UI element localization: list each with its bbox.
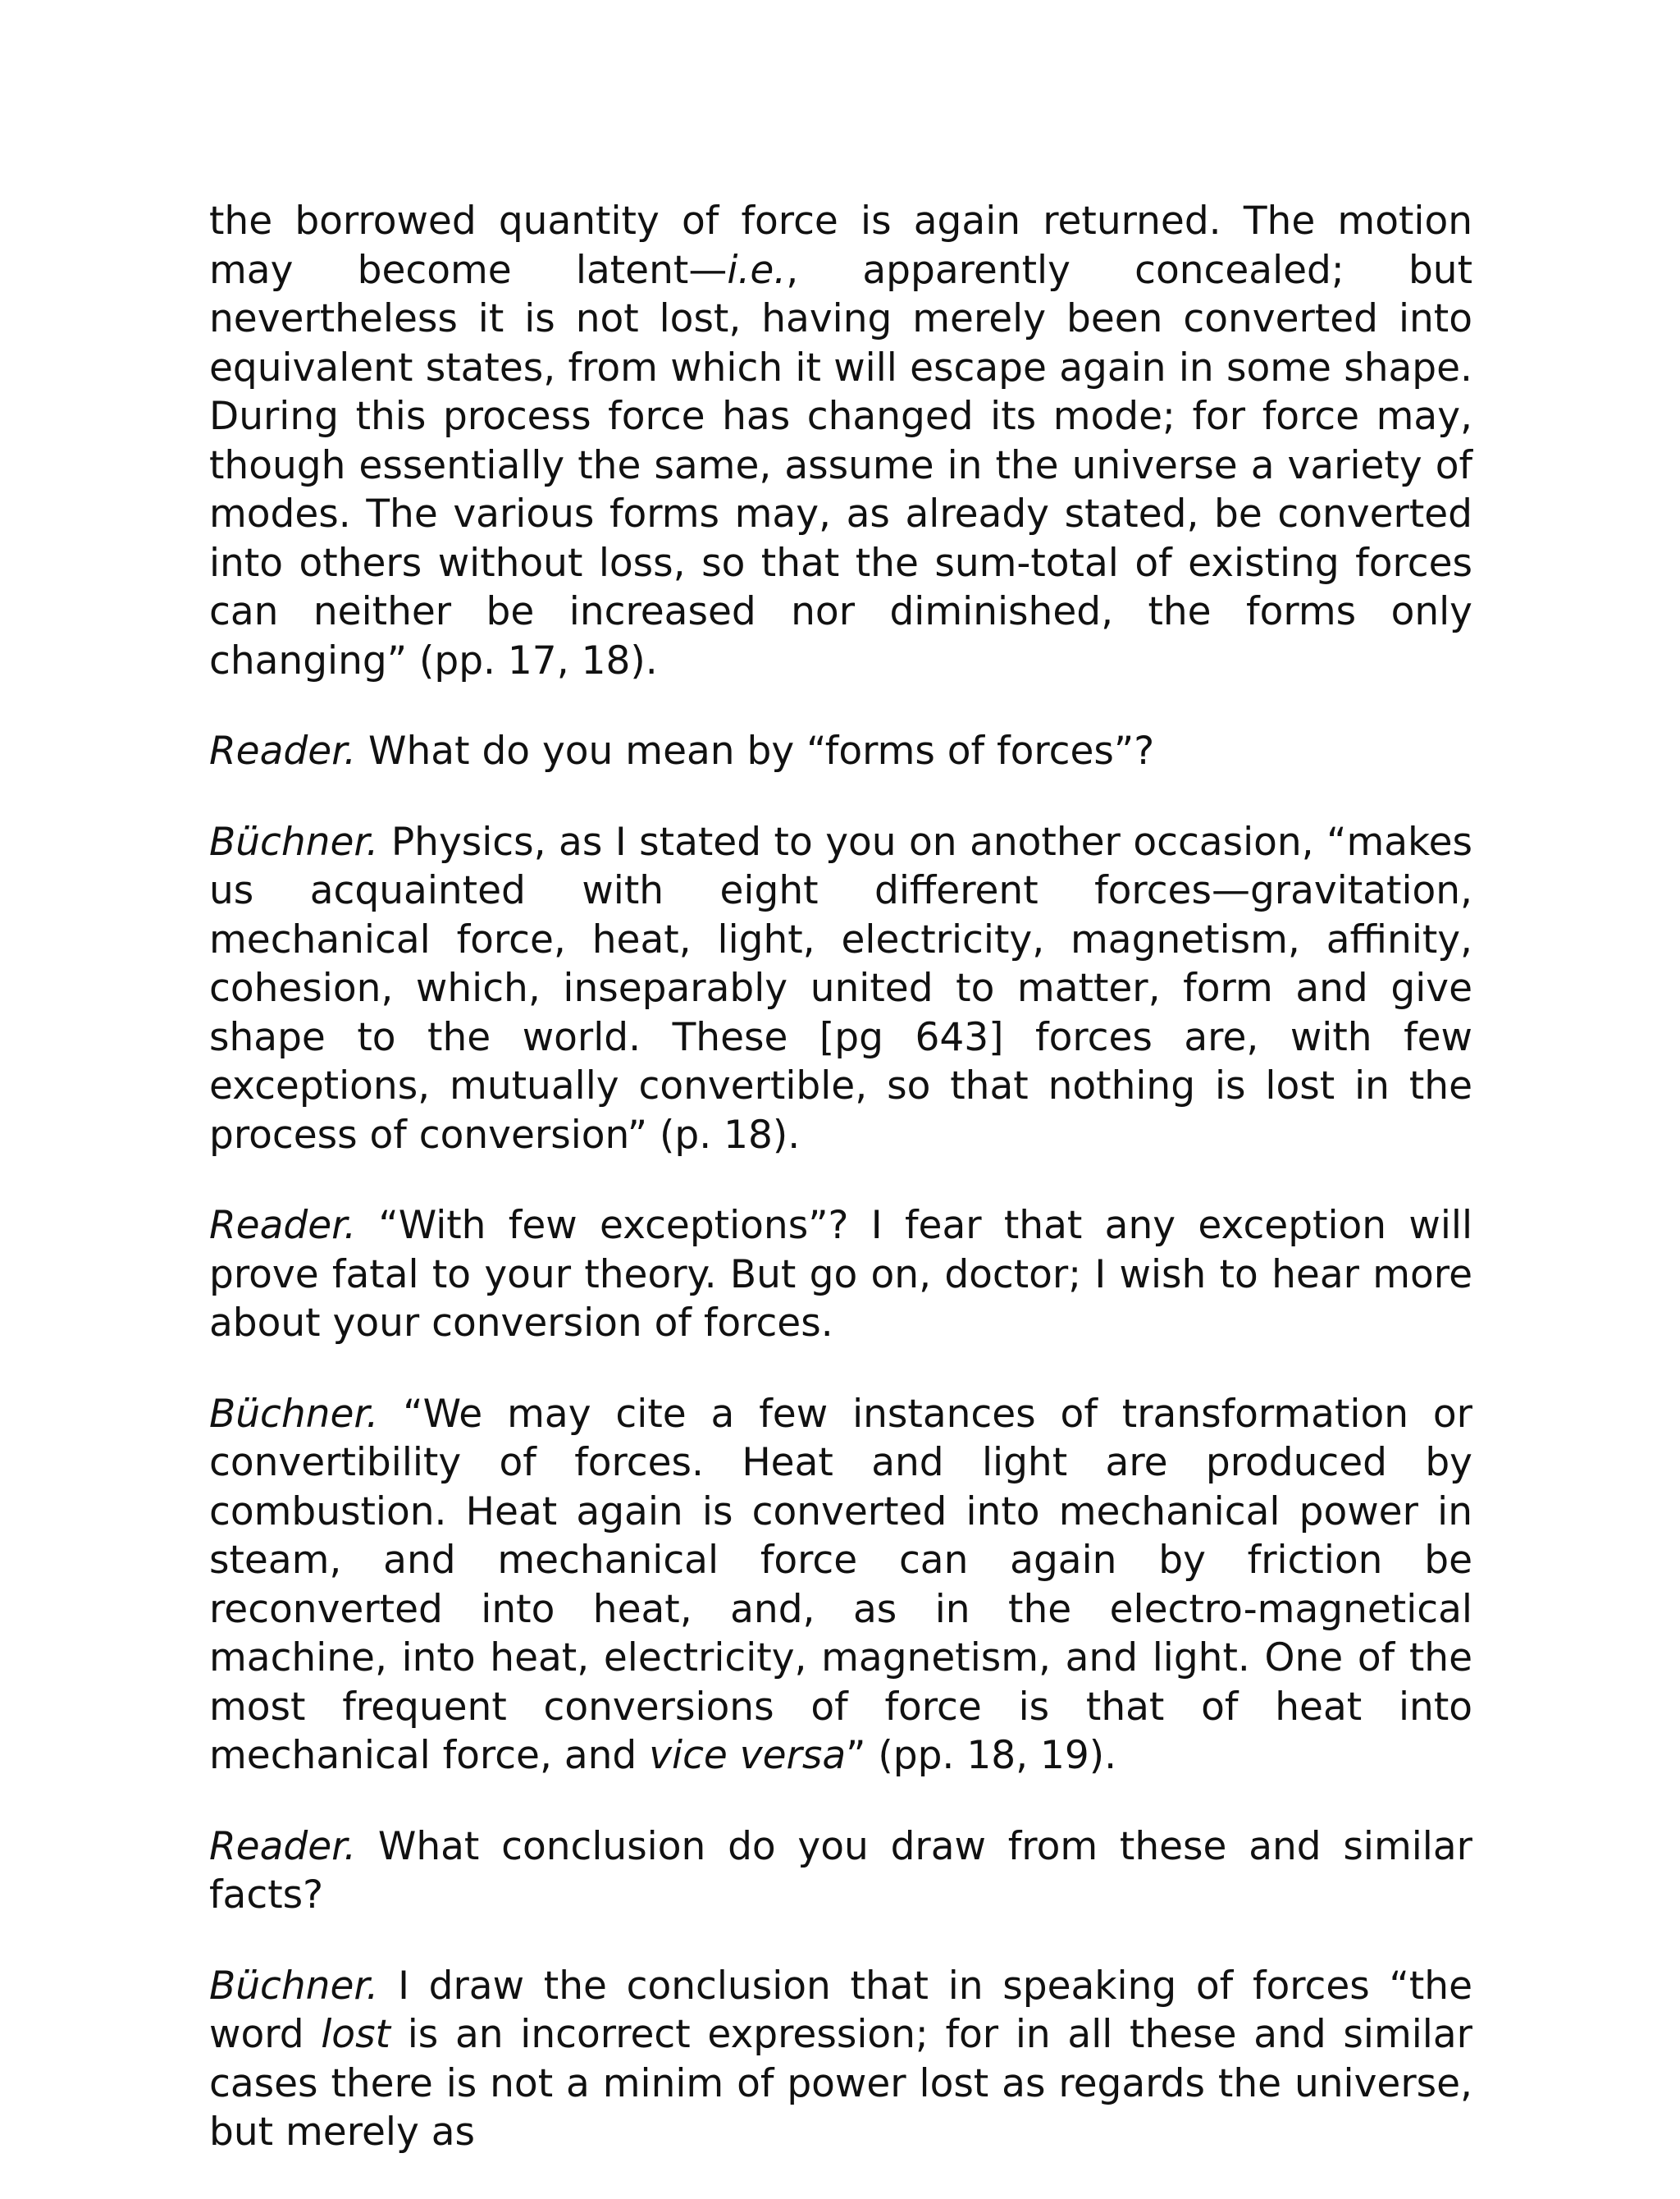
paragraph-1-text-b: , apparently concealed; but nevertheless it is not lost, having merely been converted into equivalent states, from which it will escape again in some shape. During this process force has changed its mode; for force may, though essentially the same, assume in the universe a variety of modes. The various forms may, as already stated, be converted into others without loss, so that the sum-total of existing forces can neither be increased nor diminished, the forms only changing” (pp. 17, 18). [209, 247, 1473, 683]
paragraph-5-text-b: ” (pp. 18, 19). [846, 1733, 1117, 1778]
paragraph-3 [209, 818, 1472, 1160]
speaker-label: Reader. [209, 729, 357, 774]
paragraph-7-text-b: is an incorrect expression; for in all these and similar cases there is not a minim of power lost as regards the universe, but merely as [209, 2012, 1472, 2155]
paragraph-6 [209, 1822, 1472, 1920]
paragraph-6-text: What conclusion do you draw from these and similar facts? [209, 1823, 1472, 1918]
speaker-label: Reader. [209, 1203, 357, 1248]
paragraph-1-italic-ie: i.e. [727, 247, 787, 293]
speaker-label: Reader. [209, 1823, 357, 1869]
paragraph-2-text: What do you mean by “forms of forces”? [368, 729, 1155, 774]
speaker-label: Büchner. [209, 1963, 379, 2009]
paragraph-1-text-a: the borrowed quantity of force is again returned. The motion may become latent— [209, 199, 1472, 293]
paragraph-4 [209, 1201, 1472, 1348]
paragraph-5-italic-vice-versa: vice versa [649, 1733, 847, 1778]
paragraph-7 [209, 1962, 1472, 2157]
paragraph-5 [209, 1390, 1472, 1781]
paragraph-4-text: “With few exceptions”? I fear that any exception will prove fatal to your theory. But go on, doctor; I wish to hear more about your conversion of forces. [209, 1203, 1472, 1346]
document-page [209, 197, 1472, 2199]
paragraph-2 [209, 727, 1472, 776]
speaker-label: Büchner. [209, 819, 379, 865]
speaker-label: Büchner. [209, 1391, 379, 1437]
paragraph-3-text: Physics, as I stated to you on another occasion, “makes us acquainted with eight different forces—gravitation, mechanical force, heat, light, electricity, magnetism, affinity, cohesion, which, inseparably united to matter, form and give shape to the world. These [pg 643] forces are, with few exceptions, mutually convertible, so that nothing is lost in the process of conversion” (p. 18). [209, 819, 1472, 1158]
paragraph-7-italic-lost: lost [321, 2012, 390, 2057]
paragraph-7-text-a: I draw the conclusion that in speaking of forces “the word [209, 1963, 1472, 2057]
paragraph-5-text-a: “We may cite a few instances of transformation or convertibility of forces. Heat and light are produced by combustion. Heat again is converted into mechanical power in steam, and mechanical force can again by friction be reconverted into heat, and, as in the electro-magnetical machine, into heat, electricity, magnetism, and light. One of the most frequent conversions of force is that of heat into mechanical force, and [209, 1391, 1472, 1778]
paragraph-1 [209, 197, 1472, 685]
